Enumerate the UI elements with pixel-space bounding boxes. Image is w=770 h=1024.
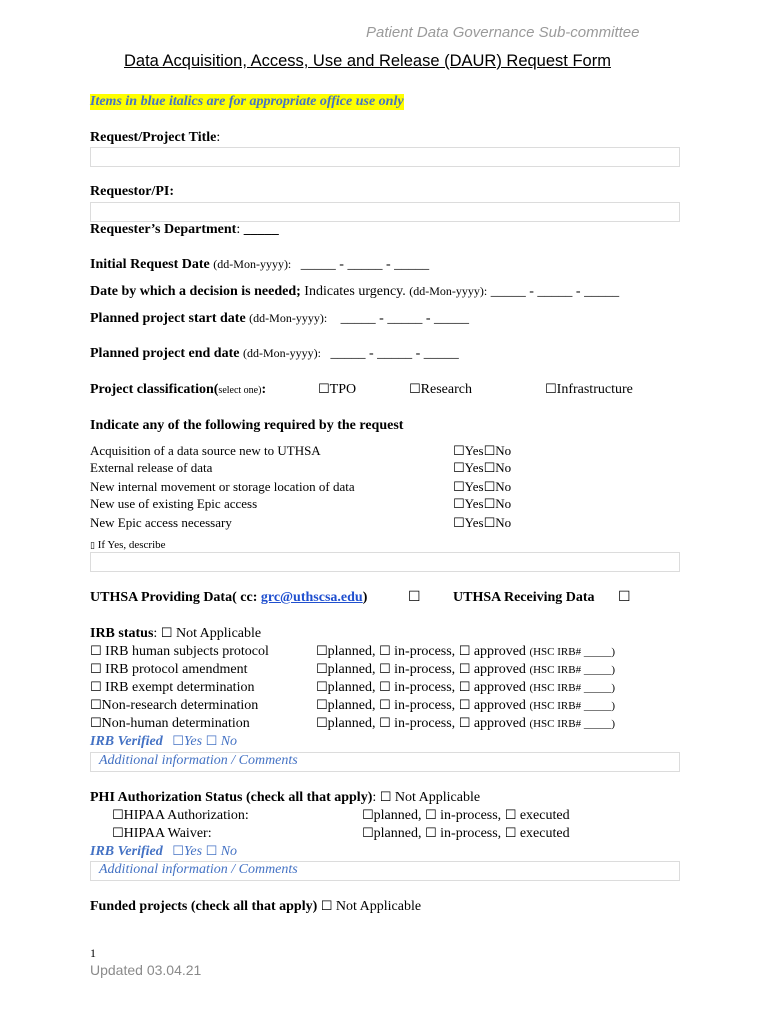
grc-email-link[interactable]: grc@uthscsa.edu — [260, 590, 363, 605]
checkbox-icon[interactable]: ☐ — [316, 680, 328, 695]
irb-row-status: ☐planned, ☐ in-process, ☐ approved (HSC IRB# _____) — [316, 644, 615, 659]
office-use-note: Items in blue italics are for appropriate office use only — [90, 94, 404, 109]
irb-row-label: ☐ IRB exempt determination — [90, 680, 255, 695]
checkbox-icon[interactable]: ☐ — [112, 826, 124, 841]
checkbox-icon[interactable]: ☐ — [378, 698, 391, 713]
required-item: External release of data — [90, 460, 213, 475]
checkbox-icon[interactable]: ☐ — [90, 698, 102, 713]
phi-comments-field[interactable] — [90, 861, 680, 881]
class-option-tpo[interactable]: ☐TPO — [318, 382, 357, 397]
checkbox-icon[interactable]: ☐ — [378, 644, 391, 659]
decision-date-row: Date by which a decision is needed; Indicates urgency. (dd-Mon-yyyy): _____ - _____ - _____ — [90, 284, 620, 299]
uthsa-receiving-label: UTHSA Receiving Data — [453, 590, 595, 605]
requestor-field[interactable] — [90, 202, 680, 222]
checkbox-icon[interactable]: ☐ — [453, 497, 465, 512]
funded-projects-row: Funded projects (check all that apply) ☐ Not Applicable — [90, 899, 422, 914]
irb-row-label: ☐Non-research determination — [90, 698, 259, 713]
checkbox-icon[interactable]: ☐ — [316, 644, 328, 659]
arrow-icon: ▯ — [90, 541, 95, 551]
checkbox-icon[interactable]: ☐ — [172, 734, 184, 749]
required-item: New Epic access necessary — [90, 515, 232, 530]
checkbox-icon[interactable]: ☐ — [458, 680, 471, 695]
checkbox-icon[interactable]: ☐ — [453, 444, 465, 459]
irb-verified-row: IRB Verified ☐Yes ☐ No — [90, 734, 238, 749]
checkbox-icon[interactable]: ☐ — [458, 698, 471, 713]
checkbox-icon[interactable]: ☐ — [205, 734, 218, 749]
class-option-research[interactable]: ☐Research — [409, 382, 472, 397]
checkbox-icon[interactable]: ☐ — [453, 461, 465, 476]
checkbox-icon[interactable]: ☐ — [378, 662, 391, 677]
phi-row-status: ☐planned, ☐ in-process, ☐ executed — [362, 826, 570, 841]
required-item: New internal movement or storage location of data — [90, 479, 355, 494]
checkbox-icon[interactable]: ☐ — [160, 626, 173, 641]
start-date-blanks[interactable]: _____ - _____ - _____ — [340, 311, 469, 326]
classification-label: Project classification(select one): — [90, 382, 267, 397]
checkbox-icon[interactable]: ☐ — [362, 808, 374, 823]
page-number: 1 — [90, 946, 96, 960]
checkbox-icon[interactable]: ☐ — [112, 808, 124, 823]
checkbox-icon[interactable]: ☐ — [424, 808, 437, 823]
checkbox-icon[interactable]: ☐ — [504, 808, 517, 823]
checkbox-icon[interactable]: ☐ — [90, 680, 102, 695]
end-date-row: Planned project end date (dd-Mon-yyyy): _____ - _____ - _____ — [90, 346, 459, 361]
required-item: New use of existing Epic access — [90, 496, 258, 511]
checkbox-icon[interactable]: ☐ — [453, 516, 465, 531]
start-date-row: Planned project start date (dd-Mon-yyyy): _____ - _____ - _____ — [90, 311, 469, 326]
irb-row-status: ☐planned, ☐ in-process, ☐ approved (HSC IRB# _____) — [316, 662, 615, 677]
checkbox-icon[interactable]: ☐ — [483, 444, 496, 459]
irb-row-status: ☐planned, ☐ in-process, ☐ approved (HSC IRB# _____) — [316, 680, 615, 695]
checkbox-icon[interactable]: ☐ — [458, 644, 471, 659]
yes-no-choice[interactable]: ☐Yes☐No — [453, 496, 512, 512]
checkbox-icon[interactable]: ☐ — [318, 382, 330, 397]
committee-header: Patient Data Governance Sub-committee — [366, 24, 640, 41]
requestor-label: Requestor/PI: — [90, 184, 174, 199]
irb-row-label: ☐ IRB protocol amendment — [90, 662, 248, 677]
irb-comments-placeholder: Additional information / Comments — [99, 753, 298, 768]
irb-row-status: ☐planned, ☐ in-process, ☐ approved (HSC IRB# _____) — [316, 716, 615, 731]
checkbox-icon[interactable]: ☐ — [172, 844, 184, 859]
phi-row-status: ☐planned, ☐ in-process, ☐ executed — [362, 808, 570, 823]
receiving-checkbox[interactable]: ☐ — [618, 589, 631, 605]
yes-no-choice[interactable]: ☐Yes☐No — [453, 479, 512, 495]
irb-row-status: ☐planned, ☐ in-process, ☐ approved (HSC IRB# _____) — [316, 698, 615, 713]
if-yes-description-field[interactable] — [90, 552, 680, 572]
irb-row-label: ☐ IRB human subjects protocol — [90, 644, 269, 659]
phi-status-row: PHI Authorization Status (check all that apply): ☐ Not Applicable — [90, 790, 481, 805]
initial-date-row: Initial Request Date (dd-Mon-yyyy): _____ - _____ - _____ — [90, 257, 430, 272]
department-blank[interactable]: _____ — [243, 222, 279, 237]
checkbox-icon[interactable]: ☐ — [90, 716, 102, 731]
checkbox-icon[interactable]: ☐ — [483, 461, 496, 476]
checkbox-icon[interactable]: ☐ — [205, 844, 218, 859]
yes-no-choice[interactable]: ☐Yes☐No — [453, 460, 512, 476]
checkbox-icon[interactable]: ☐ — [378, 716, 391, 731]
project-title-label: Request/Project Title: — [90, 130, 221, 145]
checkbox-icon[interactable]: ☐ — [483, 497, 496, 512]
phi-row-label: ☐HIPAA Authorization: — [112, 808, 249, 823]
end-date-blanks[interactable]: _____ - _____ - _____ — [330, 346, 459, 361]
required-heading: Indicate any of the following required by the request — [90, 418, 404, 433]
checkbox-icon[interactable]: ☐ — [320, 899, 333, 914]
checkbox-icon[interactable]: ☐ — [504, 826, 517, 841]
required-item: Acquisition of a data source new to UTHSA — [90, 443, 321, 458]
phi-comments-placeholder: Additional information / Comments — [99, 862, 298, 877]
checkbox-icon[interactable]: ☐ — [545, 382, 557, 397]
checkbox-icon[interactable]: ☐ — [483, 516, 496, 531]
updated-date: Updated 03.04.21 — [90, 962, 202, 978]
checkbox-icon[interactable]: ☐ — [90, 644, 102, 659]
yes-no-choice[interactable]: ☐Yes☐No — [453, 515, 512, 531]
project-title-field[interactable] — [90, 147, 680, 167]
checkbox-icon[interactable]: ☐ — [90, 662, 102, 677]
checkbox-icon[interactable]: ☐ — [362, 826, 374, 841]
phi-row-label: ☐HIPAA Waiver: — [112, 826, 212, 841]
checkbox-icon[interactable]: ☐ — [409, 382, 421, 397]
initial-date-blanks[interactable]: _____ - _____ - _____ — [300, 257, 430, 272]
phi-verified-row: IRB Verified ☐Yes ☐ No — [90, 844, 238, 859]
checkbox-icon[interactable]: ☐ — [458, 662, 471, 677]
checkbox-icon[interactable]: ☐ — [379, 790, 392, 805]
irb-comments-field[interactable] — [90, 752, 680, 772]
class-option-infrastructure[interactable]: ☐Infrastructure — [545, 382, 633, 397]
checkbox-icon[interactable]: ☐ — [424, 826, 437, 841]
checkbox-icon[interactable]: ☐ — [453, 480, 465, 495]
department-row: Requester’s Department: _____ — [90, 222, 279, 237]
form-title: Data Acquisition, Access, Use and Release (DAUR) Request Form — [124, 52, 611, 70]
providing-checkbox[interactable]: ☐ — [408, 589, 421, 605]
checkbox-icon[interactable]: ☐ — [458, 716, 471, 731]
uthsa-providing-label: UTHSA Providing Data( cc: grc@uthscsa.edu) — [90, 590, 368, 605]
decision-date-blanks[interactable]: _____ - _____ - _____ — [490, 284, 620, 299]
checkbox-icon[interactable]: ☐ — [483, 480, 496, 495]
irb-row-label: ☐Non-human determination — [90, 716, 250, 731]
checkbox-icon[interactable]: ☐ — [316, 698, 328, 713]
yes-no-choice[interactable]: ☐Yes☐No — [453, 443, 512, 459]
if-yes-label: ▯ If Yes, describe — [90, 539, 166, 551]
irb-status-row: IRB status: ☐ Not Applicable — [90, 626, 262, 641]
checkbox-icon[interactable]: ☐ — [316, 716, 328, 731]
checkbox-icon[interactable]: ☐ — [316, 662, 328, 677]
checkbox-icon[interactable]: ☐ — [378, 680, 391, 695]
